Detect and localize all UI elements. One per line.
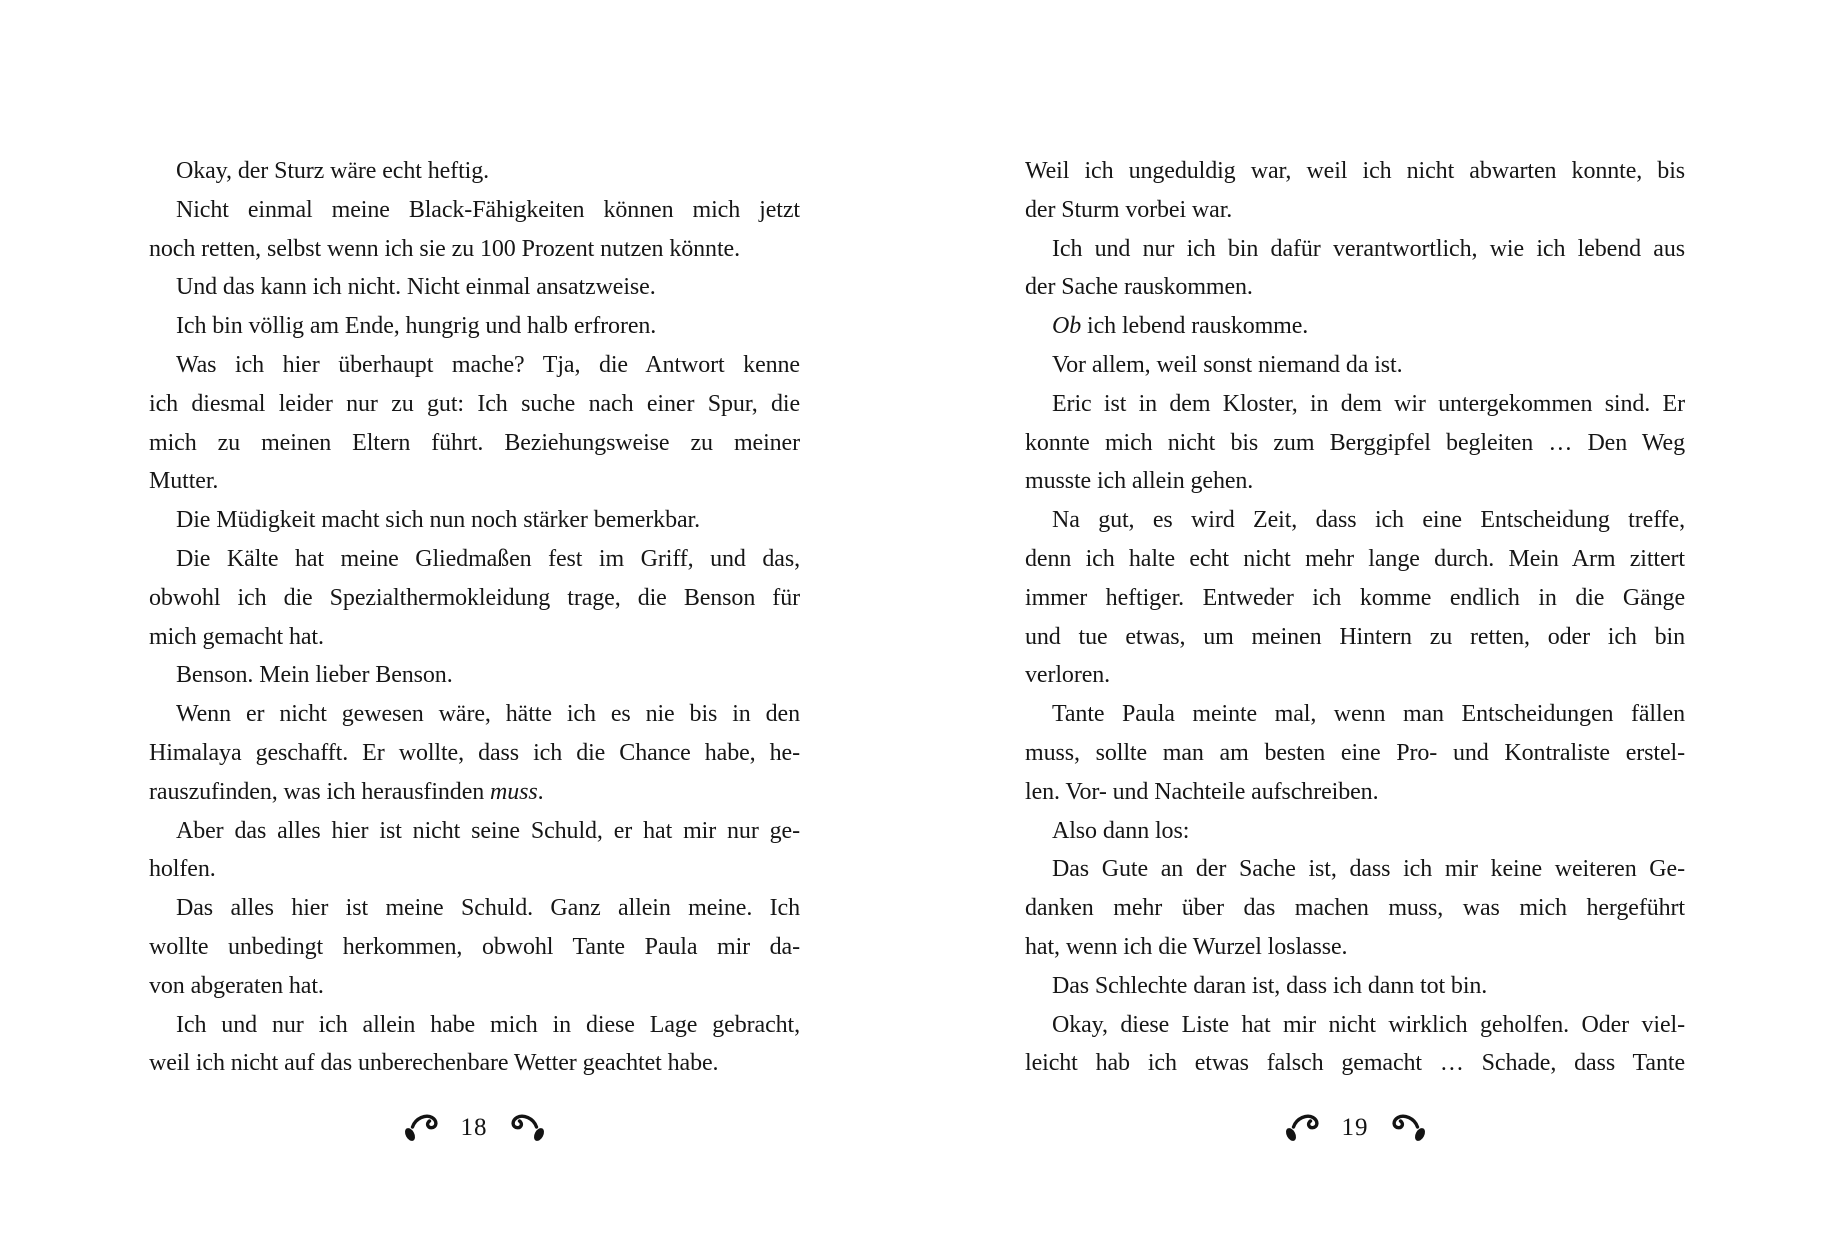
text-line: der Sturm vorbei war. — [1025, 196, 1233, 223]
page-number: 19 — [1341, 1114, 1369, 1141]
text-line: Die Kälte hat meine Gliedmaßen fest im Griff, und das, — [176, 545, 800, 572]
text-line: obwohl ich die Spezialthermokleidung trage, die Benson für — [149, 584, 800, 611]
text-line: Ich und nur ich allein habe mich in diese Lage gebracht, — [176, 1011, 800, 1038]
page-text-column-right — [1025, 152, 1685, 1083]
text-line: und tue etwas, um meinen Hintern zu retten, oder ich bin — [1025, 623, 1685, 650]
text-line: denn ich halte echt nicht mehr lange durch. Mein Arm zittert — [1025, 545, 1685, 572]
text-line: immer heftiger. Entweder ich komme endlich in die Gänge — [1025, 584, 1685, 611]
text-line: Ich und nur ich bin dafür verantwortlich, wie ich lebend aus — [1052, 235, 1685, 262]
text-line: Was ich hier überhaupt mache? Tja, die Antwort kenne — [176, 351, 800, 378]
text-line: rauszufinden, was ich herausfinden muss. — [149, 778, 544, 805]
text-line: len. Vor- und Nachteile aufschreiben. — [1025, 778, 1379, 805]
text-line: weil ich nicht auf das unberechenbare Wetter geachtet habe. — [149, 1050, 719, 1077]
text-line: Okay, diese Liste hat mir nicht wirklich geholfen. Oder viel- — [1052, 1011, 1685, 1038]
text-line: Wenn er nicht gewesen wäre, hätte ich es nie bis in den — [176, 701, 800, 728]
text-line: der Sache rauskommen. — [1025, 274, 1253, 301]
text-line: Also dann los: — [1052, 817, 1190, 844]
text-line: Eric ist in dem Kloster, in dem wir untergekommen sind. Er — [1052, 390, 1685, 417]
text-line: verloren. — [1025, 662, 1111, 689]
text-line: Aber das alles hier ist nicht seine Schuld, er hat mir nur ge- — [176, 817, 800, 844]
fleuron-swash-left-icon — [402, 1113, 444, 1143]
text-line: danken mehr über das machen muss, was mich hergeführt — [1025, 895, 1685, 922]
text-line: Benson. Mein lieber Benson. — [176, 662, 453, 689]
text-line: konnte mich nicht bis zum Berggipfel begleiten … Den Weg — [1025, 429, 1685, 456]
text-line: ich diesmal leider nur zu gut: Ich suche nach einer Spur, die — [149, 390, 800, 417]
fleuron-swash-left-icon — [1283, 1113, 1325, 1143]
text-line: Tante Paula meinte mal, wenn man Entscheidungen fällen — [1052, 701, 1685, 728]
text-line: Ob ich lebend rauskomme. — [1052, 313, 1309, 340]
fleuron-swash-right-icon — [505, 1113, 547, 1143]
text-line: Die Müdigkeit macht sich nun noch stärker bemerkbar. — [176, 507, 700, 534]
text-line: musste ich allein gehen. — [1025, 468, 1254, 495]
text-line: Nicht einmal meine Black-Fähigkeiten können mich jetzt — [176, 196, 800, 223]
text-line: Himalaya geschafft. Er wollte, dass ich die Chance habe, he- — [149, 739, 800, 766]
page-footer-right — [1240, 1113, 1470, 1143]
text-line: leicht hab ich etwas falsch gemacht … Schade, dass Tante — [1025, 1050, 1685, 1077]
text-line: Okay, der Sturz wäre echt heftig. — [176, 158, 490, 184]
text-line: Und das kann ich nicht. Nicht einmal ansatzweise. — [176, 274, 656, 301]
text-line: mich gemacht hat. — [149, 623, 324, 650]
text-line: Mutter. — [149, 468, 219, 495]
text-line: wollte unbedingt herkommen, obwohl Tante Paula mir da- — [149, 933, 800, 960]
text-line: Das alles hier ist meine Schuld. Ganz allein meine. Ich — [176, 895, 800, 922]
text-line: muss, sollte man am besten eine Pro- und Kontraliste erstel- — [1025, 739, 1685, 766]
text-line: hat, wenn ich die Wurzel loslasse. — [1025, 933, 1348, 960]
page-number: 18 — [460, 1114, 488, 1141]
text-line: Vor allem, weil sonst niemand da ist. — [1052, 351, 1403, 378]
page-footer-left — [359, 1113, 589, 1143]
text-line: mich zu meinen Eltern führt. Beziehungsweise zu meiner — [149, 429, 800, 456]
text-line: holfen. — [149, 856, 216, 883]
page-text-column-left — [149, 152, 800, 1083]
text-line: von abgeraten hat. — [149, 972, 324, 999]
text-line: Das Schlechte daran ist, dass ich dann tot bin. — [1052, 972, 1488, 999]
text-line: noch retten, selbst wenn ich sie zu 100 Prozent nutzen könnte. — [149, 235, 740, 262]
text-line: Das Gute an der Sache ist, dass ich mir keine weiteren Ge- — [1052, 856, 1685, 883]
text-line: Ich bin völlig am Ende, hungrig und halb erfroren. — [176, 313, 657, 340]
text-line: Weil ich ungeduldig war, weil ich nicht abwarten konnte, bis — [1025, 158, 1685, 184]
text-line: Na gut, es wird Zeit, dass ich eine Entscheidung treffe, — [1052, 507, 1685, 534]
fleuron-swash-right-icon — [1386, 1113, 1428, 1143]
